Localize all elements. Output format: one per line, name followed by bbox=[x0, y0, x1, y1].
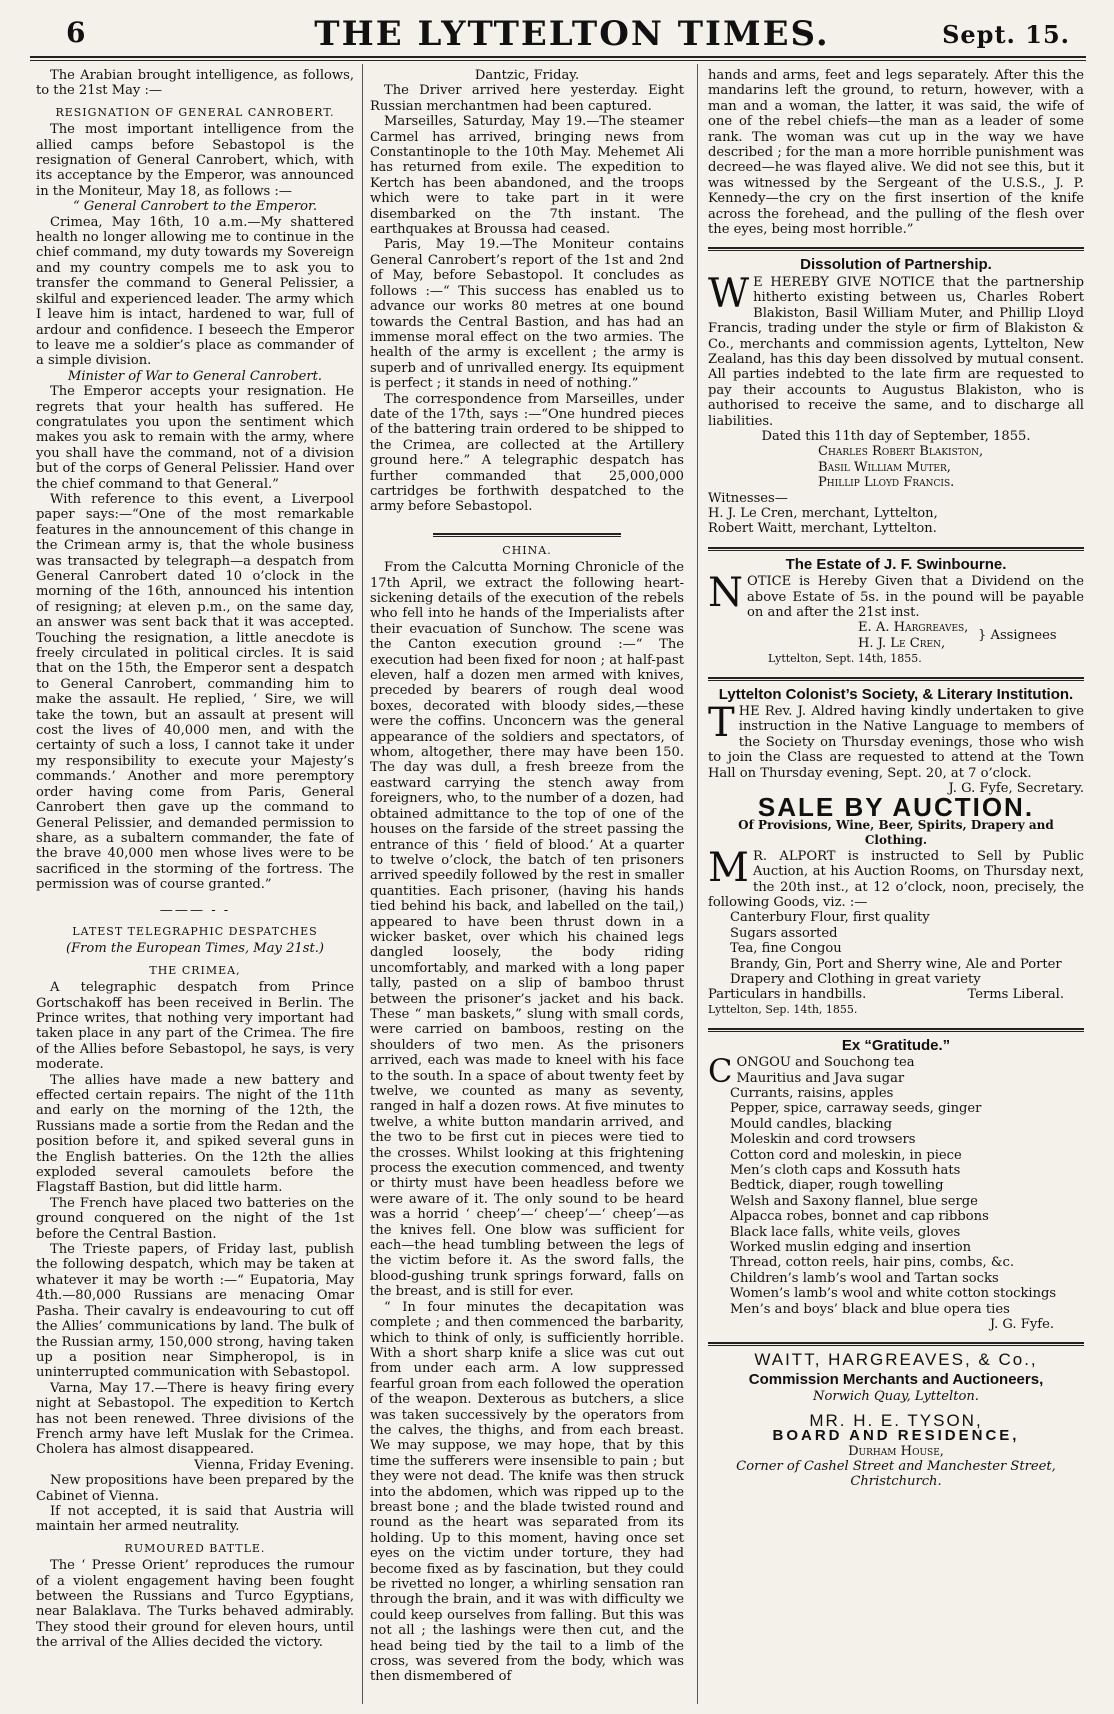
paragraph: The Emperor accepts your resignation. He regrets that your health has suffered. He congratulates you upon the sentiment which makes you ask to remain with the army, where you shall have the command, not of a division but of the corps of General Pelissier. Hand over the chief command to that General.” bbox=[36, 384, 354, 492]
particulars: Particulars in handbills. bbox=[708, 987, 867, 1003]
paragraph: New propositions have been prepared by the Cabinet of Vienna. bbox=[36, 1473, 354, 1504]
ad-subtitle: Of Provisions, Wine, Beer, Spirits, Drapery and Clothing. bbox=[738, 817, 1054, 848]
subheading: Minister of War to General Canrobert. bbox=[67, 368, 323, 384]
list-item: Mauritius and Java sugar bbox=[736, 1070, 905, 1086]
ad-title: WAITT, HARGREAVES, & Co., bbox=[754, 1350, 1038, 1370]
ad-line: Commission Merchants and Auctioneers, bbox=[748, 1370, 1044, 1388]
signature: E. A. Hargreaves, bbox=[858, 620, 969, 636]
list-item: Alpacca robes, bonnet and cap ribbons bbox=[730, 1209, 989, 1225]
first-item: ONGOU and Souchong tea bbox=[736, 1055, 915, 1071]
paragraph: “ In four minutes the decapitation was complete ; and then commenced the barbarity, which to think of only, is sufficiently horrible. With a short sharp knife a slice was cut out from under each arm. A low suppressed fearful groan from each followed the operation of the weapon. Dexterous as butchers, a slice was taken successively by the operators from the calves, the thighs, and from each breast. We may suppose, we may hope, that by this time the sufferers were insensible to pain ; but they were not dead. The knife was then struck into the abdomen, which was ripped up to the breast bone ; and the blade twisted round and round as the heart was separated from its holding. Up to this moment, having once set eyes on the victim under torture, they had become fixed as by fascination, but they could be rivetted no longer, a whirling sensation ran through the brain, and it was with difficulty we could keep ourselves from falling. But this was not all ; the lashings were then cut, and the head being tied by the tail to a limb of the cross, was severed from the body, which was then dismembered of bbox=[370, 1299, 684, 1685]
ad-date: Dated this 11th day of September, 1855. bbox=[761, 428, 1031, 444]
ad-dissolution bbox=[708, 257, 1084, 536]
paragraph: Varna, May 17.—There is heavy firing every night at Sebastopol. The expedition to Kertch has not been renewed. Three divisions of the French army have left Muslak for the Crimea. Cholera has almost disappeared. bbox=[36, 1380, 354, 1458]
list-item: Children’s lamb’s wool and Tartan socks bbox=[730, 1270, 999, 1286]
paragraph: The Driver arrived here yesterday. Eight Russian merchantmen had been captured. bbox=[370, 83, 684, 114]
ad-body: R. ALPORT is instructed to Sell by Public Auction, at his Auction Rooms, on Thursday next, the 20th inst., at 12 o’clock, noon, precisely, the following Goods, viz. :— bbox=[708, 848, 1084, 910]
ad-auction bbox=[708, 792, 1084, 1017]
paragraph: The Trieste papers, of Friday last, publish the following despatch, which may be taken at whatever it may be worth :—“ Eupatoria, May 4th.—80,000 Russians are menacing Omar Pasha. Their cavalry is endeavouring to cut off the Allies’ communications by land. The bulk of the Russian army, 150,000 strong, having taken up a position near Simpheropol, is in uninterrupted communication with Sebastopol. bbox=[36, 1242, 354, 1381]
page-number: 6 bbox=[66, 16, 86, 49]
ad-rule bbox=[708, 247, 1084, 251]
column-divider bbox=[362, 64, 363, 1704]
heading-rumoured-battle: RUMOURED BATTLE. bbox=[124, 1541, 266, 1555]
list-item: Thread, cotton reels, hair pins, combs, &c. bbox=[730, 1255, 1014, 1271]
dateline: Vienna, Friday Evening. bbox=[194, 1457, 354, 1473]
drop-cap: W bbox=[708, 270, 750, 317]
paragraph: The correspondence from Marseilles, under date of the 17th, says :—“One hundred pieces of the battering train ordered to be shipped to the Crimea, are collected at the Artillery ground here.” A telegraphic despatch has further commanded that 25,000,000 cartridges be forthwith despatched to the army before Sebastopol. bbox=[370, 391, 684, 515]
paragraph: Marseilles, Saturday, May 19.—The steamer Carmel has arrived, bringing news from Constantinople to the 10th May. Mehemet Ali has returned from exile. The expedition to Kertch has been abandoned, and the troops which were to take part in it were disembarked on the 7th instant. The earthquakes at Broussa had ceased. bbox=[370, 114, 684, 238]
ad-body: E HEREBY GIVE NOTICE that the partnership hitherto existing between us, Charles Robert Blakiston, Basil William Muter, and Phillip Lloyd Francis, trading under the style or firm of Blakiston & Co., merchants and commission agents, Lyttelton, New Zealand, has this day been dissolved by mutual consent. All parties indebted to the late firm are requested to pay their accounts to Augustus Blakiston, who is authorised to receive the same, and to discharge all liabilities. bbox=[708, 274, 1084, 429]
column-3 bbox=[708, 68, 1084, 1708]
list-item: Drapery and Clothing in great variety bbox=[730, 971, 981, 987]
signature: H. J. Le Cren, bbox=[858, 635, 946, 651]
paragraph: The ‘ Presse Orient’ reproduces the rumour of a violent engagement having been fought between the Russians and Turco Egyptians, near Balaklava. The Turks behaved admirably. They stood their ground for eleven hours, until the arrival of the Allies decided the victory. bbox=[36, 1558, 354, 1651]
signature: J. G. Fyfe. bbox=[989, 1317, 1054, 1333]
list-item: Currants, raisins, apples bbox=[730, 1085, 894, 1101]
ad-title: Ex “Gratitude.” bbox=[841, 1036, 951, 1054]
paragraph: If not accepted, it is said that Austria will maintain her armed neutrality. bbox=[36, 1503, 354, 1535]
paragraph: The French have placed two batteries on the ground conquered on the night of the 1st before the Central Bastion. bbox=[36, 1195, 354, 1242]
column-2 bbox=[370, 68, 684, 1708]
list-item: Mould candles, blacking bbox=[730, 1116, 893, 1132]
ad-tyson bbox=[708, 1410, 1084, 1490]
ad-body: OTICE is Hereby Given that a Dividend on the above Estate of 5s. in the pound will be payable on and after the 21st inst. bbox=[747, 574, 1084, 620]
signature: Charles Robert Blakiston, bbox=[818, 444, 984, 460]
ad-body: HE Rev. J. Aldred having kindly undertaken to give instruction in the Native Language to members of the Society on Thursday evenings, those who wish to join the Class are requested to attend at the Town Hall on Thursday evening, Sept. 20, at 7 o’clock. bbox=[708, 704, 1084, 781]
drop-cap: C bbox=[708, 1052, 733, 1091]
dateline: Dantzic, Friday. bbox=[474, 68, 580, 83]
heading-latest-despatches: LATEST TELEGRAPHIC DESPATCHES bbox=[72, 924, 318, 938]
witness: Robert Waitt, merchant, Lyttelton. bbox=[708, 521, 937, 537]
paragraph: The allies have made a new battery and effected certain repairs. The night of the 11th and early on the morning of the 12th, the Russians made a sortie from the Redan and the position before it, and spiked several guns in the English batteries. On the 12th the allies exploded several camoulets before the Flagstaff Bastion, but did little harm. bbox=[36, 1072, 354, 1196]
ad-rule bbox=[708, 547, 1084, 551]
list-item: Tea, fine Congou bbox=[730, 941, 842, 957]
assignees-label: } Assignees bbox=[978, 628, 1057, 644]
list-item: Black lace falls, white veils, gloves bbox=[730, 1224, 961, 1240]
paragraph: Crimea, May 16th, 10 a.m.—My shattered health no longer allowing me to continue in the chief command, my duty towards my Sovereign and my country compels me to ask you to transfer the command to General Pelissier, a skilful and experienced leader. The army which I leave him is intact, hardened to war, full of ardour and confidence. I beseech the Emperor to leave me a soldier’s place as commander of a simple division. bbox=[36, 214, 354, 369]
ad-society bbox=[708, 687, 1084, 797]
ad-gratitude bbox=[708, 1038, 1084, 1333]
ad-title: SALE BY AUCTION. bbox=[757, 792, 1035, 823]
section-divider: ——— - - bbox=[159, 902, 231, 918]
ad-title: Dissolution of Partnership. bbox=[800, 256, 992, 274]
witness: H. J. Le Cren, merchant, Lyttelton, bbox=[708, 505, 938, 521]
paragraph: From the Calcutta Morning Chronicle of the 17th April, we extract the following heart-sickening details of the execution of the rebels who fell into he hands of the Imperialists after their evacuation of Sunchow. The scene was the Canton execution ground :—“ The execution had been fixed for noon ; at half-past eleven, half a dozen men armed with knives, preceded by bearers of rough deal wood boxes, decorated with bloody sides,—these were the coffins. Unconcern was the general appearance of the soldiers and spectators, of whom, altogether, there may have been 150. The day was dull, a fresh breeze from the eastward carrying the stench away from foreigners, who, to the number of a dozen, had obtained admittance to the top of one of the houses on the farside of the street passing the entrance of this ‘ field of blood.’ At a quarter to twelve o’clock, the batch of ten prisoners arrived speedily followed by the rest in smaller quantities. Each prisoner, (having his hands tied behind his back, and labelled on the tail,) appeared to have been thrust down in a wicker basket, over which his chained legs dangled loosely, the body riding uncomfortably, and marked with a long paper tally, pasted on a slip of bamboo thrust between the prisoner’s jacket and his back. These “ man baskets,” slung with small cords, were carried on bamboos, resting on the shoulders of two men. As the prisoners arrived, each was made to kneel with his face to the south. In a space of about twenty feet by twelve, we counted as many as seventy, ranged in half a dozen rows. At five minutes to twelve, a white button mandarin arrived, and the two to be first cut in pieces were tied to the crosses. Whilst looking at this frightening process the execution commenced, and twenty or thirty must have been headless before we were aware of it. The only sound to be heard was a horrid ‘ cheep’—‘ cheep’—‘ cheep’—as the knives fell. One blow was sufficient for each—the head tumbling between the legs of the victim before it. As the sword falls, the blood-gushing trunk springs forward, falls on the breast, and is still for ever. bbox=[370, 560, 684, 1300]
list-item: Canterbury Flour, first quality bbox=[730, 910, 930, 926]
ad-waitt bbox=[708, 1352, 1084, 1404]
column-divider bbox=[697, 64, 698, 1704]
list-item: Welsh and Saxony flannel, blue serge bbox=[730, 1193, 978, 1209]
masthead bbox=[60, 10, 1084, 54]
terms: Terms Liberal. bbox=[967, 987, 1064, 1003]
paragraph: Paris, May 19.—The Moniteur contains General Canrobert’s report of the 1st and 2nd of May, before Sebastopol. It concludes as follows :—“ This success has enabled us to advance our works 80 metres at one bound towards the Central Bastion, and has had an immense moral effect on the two armies. The health of the army is excellent ; the army is superb and of unrivalled energy. Its equipment is perfect ; it stands in need of nothing.” bbox=[370, 237, 684, 392]
list-item: Cotton cord and moleskin, in piece bbox=[730, 1147, 962, 1163]
ad-title: MR. H. E. TYSON, bbox=[809, 1410, 983, 1430]
subheading: “ General Canrobert to the Emperor. bbox=[72, 199, 318, 215]
list-item: Bedtick, diaper, rough towelling bbox=[730, 1178, 944, 1194]
list-item: Men’s cloth caps and Kossuth hats bbox=[730, 1163, 961, 1178]
ad-title: Lyttelton Colonist’s Society, & Literary Institution. bbox=[718, 685, 1074, 703]
heading-china: CHINA. bbox=[502, 543, 552, 557]
section-rule bbox=[433, 533, 621, 537]
heading-crimea: THE CRIMEA, bbox=[149, 963, 241, 977]
intro-paragraph: The Arabian brought intelligence, as follows, to the 21st May :— bbox=[36, 68, 354, 99]
ad-line: Norwich Quay, Lyttelton. bbox=[813, 1389, 979, 1405]
goods-list bbox=[730, 1071, 1084, 1318]
list-item: Pepper, spice, carraway seeds, ginger bbox=[730, 1101, 982, 1117]
paragraph: The most important intelligence from the allied camps before Sebastopol is the resignation of General Canrobert, which, with its acceptance by the Emperor, was announced in the Moniteur, May 18, as follows :— bbox=[36, 122, 354, 199]
issue-date: Sept. 15. bbox=[942, 20, 1070, 49]
drop-cap: N bbox=[708, 570, 743, 617]
ad-line: Corner of Cashel Street and Manchester Street, Christchurch. bbox=[736, 1458, 1056, 1490]
ad-line: BOARD AND RESIDENCE, bbox=[772, 1427, 1020, 1445]
heading-resignation: RESIGNATION OF GENERAL CANROBERT. bbox=[55, 105, 335, 119]
goods-list bbox=[730, 910, 1084, 987]
list-item: Worked muslin edging and insertion bbox=[730, 1240, 972, 1256]
signature: Basil William Muter, bbox=[818, 459, 951, 475]
ad-estate bbox=[708, 557, 1084, 667]
header-rule bbox=[30, 56, 1086, 61]
paragraph-continued: hands and arms, feet and legs separately. After this the mandarins left the ground, to return, however, with a man and a woman, the latter, it was said, the wife of one of the rebel chiefs—the man as a leader of some rank. The woman was cut up in the way we have described ; for the man a more horrible punishment was decreed—he was flayed alive. We did not see this, but it was witnessed by the Sergeant of the U.S.S., J. P. Kennedy—the cry on the first insertion of the knife across the forehead, and the pulling of the flesh over the eyes, being most horrible.” bbox=[708, 68, 1084, 238]
ad-rule bbox=[708, 1028, 1084, 1032]
list-item: Sugars assorted bbox=[730, 925, 838, 941]
paper-title: THE LYTTELTON TIMES. bbox=[314, 14, 830, 54]
signature: J. G. Fyfe, Secretary. bbox=[948, 781, 1084, 797]
paragraph: A telegraphic despatch from Prince Gortschakoff has been received in Berlin. The Prince writes, that nothing very important had taken place in any part of the Crimea. The fire of the Allies before Sebastopol, he says, is very moderate. bbox=[36, 980, 354, 1073]
list-item: Brandy, Gin, Port and Sherry wine, Ale and Porter bbox=[730, 956, 1062, 972]
witnesses-label: Witnesses— bbox=[708, 490, 788, 506]
ad-place: Lyttelton, Sep. 14th, 1855. bbox=[708, 1003, 858, 1017]
ad-line: Durham House, bbox=[848, 1443, 944, 1459]
subheading: (From the European Times, May 21st.) bbox=[65, 941, 324, 957]
signature: Phillip Lloyd Francis. bbox=[818, 475, 955, 491]
list-item: Moleskin and cord trowsers bbox=[730, 1132, 916, 1148]
drop-cap: M bbox=[708, 844, 749, 891]
ad-rule bbox=[708, 677, 1084, 681]
list-item: Women’s lamb’s wool and white cotton stockings bbox=[730, 1286, 1057, 1302]
drop-cap: T bbox=[708, 700, 735, 747]
column-1 bbox=[36, 68, 354, 1708]
ad-rule bbox=[708, 1342, 1084, 1346]
list-item: Men’s and boys’ black and blue opera ties bbox=[730, 1301, 1010, 1317]
paragraph: With reference to this event, a Liverpool paper says:—“One of the most remarkable features in the announcement of this change in the Crimean army is, that the whole business was transacted by telegraph—a despatch from General Canrobert dated 10 o’clock in the morning of the 16th, announced his intention of resigning; at eleven p.m., on the same day, an answer was sent back that it was accepted. Touching the resignation, a little anecdote is freely circulated in political circles. It is said that on the 15th, the Emperor sent a despatch to General Canrobert, commanding him to make the assault. He replied, ‘ Sire, we will take the town, but an assault at present will cost the lives of 40,000 men, and with the certainty of such a loss, I cannot take it under my responsibility to execute your Majesty’s commands.’ Another and more peremptory order having come from Paris, General Canrobert then gave up the command to General Pelissier, and demanded permission to share, as a subaltern commander, the fate of the brave 40,000 men whose lives were to be sacrificed in the storming of the fortress. The permission was of course granted.” bbox=[36, 491, 354, 893]
ad-place: Lyttelton, Sept. 14th, 1855. bbox=[768, 652, 922, 666]
ad-title: The Estate of J. F. Swinbourne. bbox=[785, 555, 1007, 573]
